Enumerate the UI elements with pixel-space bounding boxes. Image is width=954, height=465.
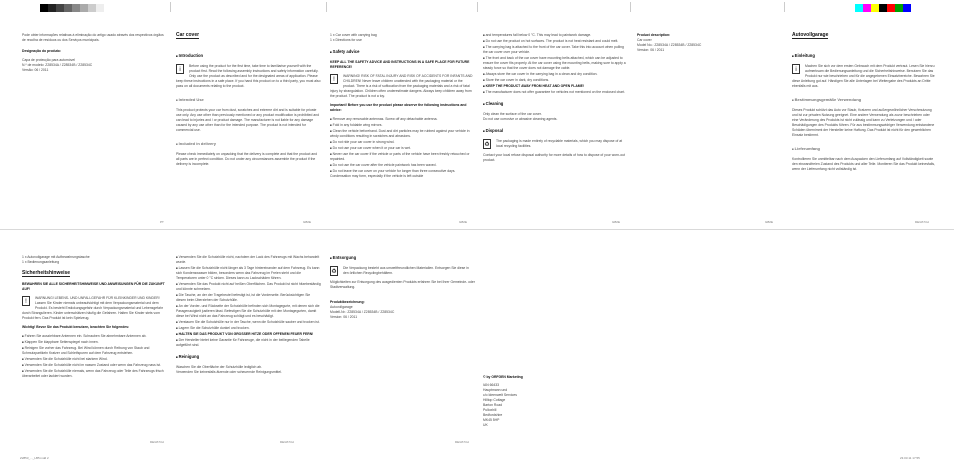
delivery-item: 1 x Autovollgarage mit Aufbewahrungstasche <box>22 255 90 259</box>
address-line: c/o Ideenwelt Services <box>483 393 517 397</box>
print-meta-filename: Z2853_..._LB5.indd 2 <box>20 456 49 460</box>
list-item: ■ Verwenden Sie das Produkt nicht auf heißen Oberflächen. Das Produkt ist nicht hitzebeständig und könnte schmelzen. <box>176 282 321 292</box>
list-item: ■ Clean the vehicle beforehand. Dust and dirt particles may be rubbed against your vehicle in windy conditions resulting in scratches and abrasions. <box>330 129 475 139</box>
list-item: ■ Lagern Sie die Schutzhülle dunkel und trocken. <box>176 326 321 331</box>
list-item: ■ Store the car cover in dark, dry conditions. <box>483 78 628 83</box>
footer-lang: DE/AT/CH <box>280 440 294 444</box>
calibration-swatch <box>871 4 879 12</box>
section-heading-sicherheit: Sicherheitshinweise <box>22 270 71 276</box>
version: Versão: 06 / 2011 <box>22 68 49 72</box>
section-heading-verwendung: ■ Bestimmungsgemäße Verwendung <box>792 97 937 103</box>
designation-title: Designação do produto: <box>22 49 61 53</box>
list-item: ■ The manufacturer does not offer guarantee for vehicles not mentioned on the enclosed chart. <box>483 90 628 95</box>
grayscale-calibration-strip <box>40 0 104 18</box>
sheet-divider <box>0 229 954 230</box>
footer-lang: DE/AT/CH <box>150 440 164 444</box>
address-line: Barton Road <box>483 403 503 407</box>
delivery-item: 1 x Directions for use <box>330 38 362 42</box>
list-item: ■ Der Hersteller bietet keine Garantie für Fahrzeuge, die nicht in der beiliegenden Tabelle aufgeführt sind. <box>176 338 321 348</box>
list-item: ■ Do not leave the car cover on your vehicle for longer than three consecutive days. Condensation may form, especially if the vehicle is left outside <box>330 169 475 179</box>
footer-lang: GB/IE <box>303 220 312 224</box>
disposal-text-pt: Pode obter informações relativas à eliminação do artigo usado através dos respectivos órgãos de recolha de resíduos ou dos Serviços municipais. <box>22 33 164 42</box>
product-name: Autovollgarage <box>330 305 353 309</box>
disposal-text: Die Verpackung besteht aus umweltfreundlichen Materialien. Entsorgen Sie diese in den örtlichen Recyclingbehältern. <box>343 266 469 275</box>
lieferumfang-text: Kontrollieren Sie unmittelbar nach dem Auspacken den Lieferumfang auf Vollständigkeit sowie den einwandfreien Zustand des Produkts und aller Teile. Montieren Sie das Produkt keinesfalls, wenn der Lieferumfang nicht vollständig ist. <box>792 157 935 171</box>
page-title: Autovollgarage <box>792 32 829 38</box>
panel-de-safety <box>22 255 167 380</box>
calibration-swatch <box>88 4 96 12</box>
model-number: Modell-Nr.: Z28534A / Z28534B / Z28534C <box>330 310 395 314</box>
crop-mark <box>630 2 631 12</box>
section-heading-einleitung: ■ Einleitung <box>792 53 937 59</box>
list-item: ■ Verwenden Sie die Schutzhülle nicht bei starkem Wind. <box>22 357 167 362</box>
list-item: Verwenden Sie keinesfalls ätzende oder scheuernde Reinigungsmittel. <box>176 370 282 374</box>
calibration-swatch <box>40 4 48 12</box>
product-description-title: Product description: <box>637 33 671 37</box>
intended-use-text: This product protects your car from dust, scratches and extreme dirt and is suitable for private use only. Any use other than previously mentioned or any product modification is prohibited and can lead to injuries and / or product damage. The manufacturer is not liable for any damage caused by any use other than for the intended purpose. The product is not intended for commercial use. <box>176 108 319 132</box>
list-item: ■ Verwenden Sie die Schutzhülle nicht im nassen Zustand oder wenn das Fahrzeug nass ist. <box>22 363 167 368</box>
instruction-list <box>483 33 628 95</box>
footer-lang: DE/AT/CH <box>455 440 469 444</box>
address-line: IAN 66433 <box>483 383 500 387</box>
footer-lang: PT <box>160 220 164 224</box>
list-item: ■ Do not use the product on hot surfaces. The product is not heat resistant and could melt. <box>483 39 628 44</box>
section-heading-entsorgung: ■ Entsorgung <box>330 255 475 261</box>
list-item: ■ Never use the car cover if the vehicle or parts of the vehicle have been freshly retouched or repainted. <box>330 152 475 162</box>
panel-de-cleaning <box>176 255 321 375</box>
section-heading-reinigung: ■ Reinigung <box>176 354 321 360</box>
crop-mark <box>170 2 171 12</box>
list-item: ■ Verstauen Sie die Schutzhülle nur in der Tasche, wenn die Schutzhülle sauber und trocken ist. <box>176 320 321 325</box>
address-line: Bedfordshire <box>483 413 503 417</box>
important-note: Wichtig! Bevor Sie das Produkt benutzen, beachten Sie folgendes: <box>22 325 130 329</box>
calibration-swatch <box>887 4 895 12</box>
list-item: ■ Die Tasche, an der der Tragebeutel befestigt ist, ist die Vorderseite. Berücksichtigen Sie diesen beim Überziehen der Schutzhülle. <box>176 293 321 303</box>
calibration-swatch <box>903 4 911 12</box>
list-item: ■ Klappen Sie klappbare Seitenspiegel nach innen. <box>22 340 167 345</box>
calibration-swatch <box>863 4 871 12</box>
list-item: ■ KEEP THE PRODUCT AWAY FROM HEAT AND OPEN FLAME! <box>483 84 628 89</box>
panel-gb-product <box>637 33 782 53</box>
delivery-item: 1 x Car cover with carrying bag <box>330 33 377 37</box>
crop-mark <box>784 2 785 12</box>
panel-gb-safety <box>330 33 475 180</box>
page-title: Car cover <box>176 32 200 38</box>
calibration-swatch <box>64 4 72 12</box>
calibration-swatch <box>48 4 56 12</box>
copyright: © by ORFGEN Marketing <box>483 375 523 379</box>
list-item: Do not use corrosive or abrasive cleaning agents. <box>483 117 558 121</box>
einleitung-text: Machen Sie sich vor dem ersten Gebrauch mit dem Produkt vertraut. Lesen Sie hierzu aufmerksam die Bedienungsanleitung und die Sicherheitshinweise. Benutzen Sie das Produkt nur wie beschrieben und für die angegebenen Einsatzbereiche. Bewahren Sie diese Anleitung gut auf. Händigen Sie alle Unterlagen bei Weitergabe des Produkts an Dritte ebenfalls mit aus. <box>792 64 935 88</box>
address-line: Pulloxhill <box>483 408 497 412</box>
list-item: ■ Remove any removable antennas. Screw off any detachable antenna. <box>330 117 475 122</box>
info-icon: i <box>176 64 184 74</box>
list-item: ■ Fold in any foldable wing mirrors. <box>330 123 475 128</box>
calibration-swatch <box>879 4 887 12</box>
disposal-text-2: Möglichkeiten zur Entsorgung des ausgedienten Produkts erfahren Sie bei Ihrer Gemeinde- oder Stadtverwaltung. <box>330 280 475 289</box>
footer-lang: GB/IE <box>612 220 621 224</box>
instruction-list <box>176 255 321 348</box>
list-item: ■ Reinigen Sie vorher das Fahrzeug. Bei Wind können durch Reibung von Staub und Schmutzpartikeln Kratzer und Schleifspuren auf dem Fahrzeug entstehen. <box>22 346 167 356</box>
delivery-item: 1 x Bedienungsanleitung <box>22 260 60 264</box>
safety-intro: BEWAHREN SIE ALLE SICHERHEITSHINWEISE UND ANWEISUNGEN FÜR DIE ZUKUNFT AUF! <box>22 282 165 291</box>
list-item: ■ An der Vorder- und Rückseite der Schutzhülle befinden sich Montagegurte, mit denen sich die Passgenauigkeit justieren lässt. Befestigen Sie die Schutzhülle mit den Montagegurten, damit diese bei Wind nicht an das Fahrzeug schlägt und es beschädigt. <box>176 304 321 319</box>
recycle-icon: ♻ <box>483 139 491 149</box>
list-item: ■ Lassen Sie die Schutzhülle nicht länger als 3 Tage hintereinander auf dem Fahrzeug. Es kann sich Kondenswasser bilden, besonders wenn das Fahrzeug im Freien steht und die Temperaturen unter 0 °C sinken. Dieses kann zu Lackschäden führen. <box>176 266 321 281</box>
address-line: Hauptmann und <box>483 388 508 392</box>
designation-value: Capa de protecção para automóvel <box>22 58 75 62</box>
verwendung-text: Dieses Produkt schützt das Auto vor Staub, Kratzern und außergewöhnlicher Verschmutzung und ist zur privaten Nutzung geeignet. Eine andere Verwendung als zuvor beschrieben oder eine Veränderung des Produkts ist nicht zulässig und kann zu Verletzungen und / oder Beschädigungen des Produkts führen. Für aus bestimmungswidriger Verwendung entstandene Schäden übernimmt der Hersteller keine Haftung. Das Produkt ist nicht für den gewerblichen Einsatz bestimmt. <box>792 108 935 137</box>
calibration-swatch <box>56 4 64 12</box>
footer-lang: GB/IE <box>459 220 468 224</box>
calibration-swatch <box>911 4 919 12</box>
list-item: ■ Verwenden Sie die Schutzhülle nicht, nachdem der Lack des Fahrzeugs mit Wachs behandelt wurde. <box>176 255 321 265</box>
important-note: Important! Before you use the product please observe the following instructions and advice: <box>330 103 467 112</box>
section-heading-delivery: ■ Included in delivery <box>176 141 321 147</box>
section-heading-introduction: ■ Introduction <box>176 53 321 59</box>
panel-imprint <box>483 375 628 428</box>
panel-de-disposal <box>330 255 475 320</box>
list-item: ■ The carrying bag is attached to the front of the car cover. Take this into account when pulling the car cover over your vehicle. <box>483 45 628 55</box>
section-heading-intended-use: ■ Intended Use <box>176 97 321 103</box>
address-line: UK <box>483 423 488 427</box>
delivery-text: Please check immediately on unpacking that the delivery is complete and that the product and all parts are in perfect condition. Do not under any circumstances assemble the product if the delivery is incomplete. <box>176 152 317 166</box>
warning-icon: ! <box>22 296 30 306</box>
panel-gb-intro <box>176 33 321 171</box>
product-name: Car cover <box>637 38 652 42</box>
calibration-swatch <box>96 4 104 12</box>
calibration-swatch <box>895 4 903 12</box>
color-calibration-strip <box>855 0 919 18</box>
calibration-swatch <box>855 4 863 12</box>
crop-mark <box>477 2 478 12</box>
introduction-text: Before using the product for the first time, take time to familiarise yourself with the product first. Read the following assembly instructions and safety information carefully. Only use the product as described and for the designated areas of application. Please keep these instructions in a safe place. If you hand this product on to a third party, you must also pass on all documents relating to the product. <box>176 64 321 88</box>
calibration-swatch <box>72 4 80 12</box>
address-line: Hilltop Cottage <box>483 398 506 402</box>
list-item: ■ Do not use your car cover when it or your car is wet. <box>330 146 475 151</box>
footer-lang: DE/AT/CH <box>915 220 929 224</box>
list-item: ■ and temperatures fall below 0 °C. This may lead to paintwork damage. <box>483 33 628 38</box>
print-meta-timestamp: 23.03.11 17:55 <box>900 456 920 460</box>
section-heading-safety: ■ Safety advice <box>330 49 475 55</box>
address-line: MK45 5HP <box>483 418 500 422</box>
list-item: ■ Do not use the car cover after the vehicle paintwork has been waxed. <box>330 163 475 168</box>
warning-text: WARNUNG! LEBENS- UND UNFALLGEFAHR FÜR KLEINKINDER UND KINDER! Lassen Sie Kinder niemals unbeaufsichtigt mit dem Verpackungsmaterial und dem Produkt. Es besteht Erstickungsgefahr durch Verpackungsmaterial und Lebensgefahr durch Strangulieren. Kinder unterschätzen häufig die Gefahren. Halten Sie Kinder stets vom Produkt fern. Das Produkt ist kein Spielzeug. <box>22 296 163 320</box>
list-item: ■ The front and back of the car cover have mounting belts attached, which can be adjusted to ensure the cover fits properly. At the car cover using the mounting belts, making sure to apply a steady force so that the cover does not damage the cable. <box>483 56 628 71</box>
product-description-title: Produktbezeichnung: <box>330 300 365 304</box>
footer-lang: GB/IE <box>765 220 774 224</box>
list-item: ■ Do not ride your car cover in strong wind. <box>330 140 475 145</box>
panel-de-intro <box>792 33 937 176</box>
list-item: Waschen Sie die Oberfläche der Schutzhülle lediglich ab. <box>176 365 263 369</box>
warning-icon: ! <box>330 74 338 84</box>
list-item: ■ HALTEN SIE DAS PRODUKT VON GROSSER HITZE ODER OFFENEM FEUER FERN! <box>176 332 321 337</box>
crop-mark <box>326 2 327 12</box>
version: Version: 06 / 2011 <box>637 48 665 52</box>
instruction-list <box>22 334 167 379</box>
model-number: Model No.: Z28534A / Z28534B / Z28534C <box>637 43 702 47</box>
panel-gb-cleaning <box>483 33 628 167</box>
section-heading-lieferumfang: ■ Lieferumfang <box>792 146 937 152</box>
panel-pt <box>22 33 167 73</box>
section-heading-disposal: ■ Disposal <box>483 128 628 134</box>
recycle-icon: ♻ <box>330 266 338 276</box>
safety-intro: KEEP ALL THE SAFETY ADVICE AND INSTRUCTIONS IN A SAFE PLACE FOR FUTURE REFERENCE! <box>330 60 470 69</box>
model-number: N.º de modelo: Z28534A / Z28534B / Z28534C <box>22 63 93 67</box>
section-heading-cleaning: ■ Cleaning <box>483 101 628 107</box>
info-icon: i <box>792 64 800 74</box>
version: Version: 06 / 2011 <box>330 315 358 319</box>
list-item: Only clean the surface of the car cover. <box>483 112 542 116</box>
list-item: ■ Always store the car cover in the carrying bag in a clean and dry condition. <box>483 72 628 77</box>
disposal-text-2: Contact your local refuse disposal authority for more details of how to dispose of your worn-out product. <box>483 153 625 162</box>
calibration-swatch <box>80 4 88 12</box>
warning-text: WARNING! RISK OF FATAL INJURY AND RISK OF ACCIDENTS FOR INFANTS AND CHILDREN! Never leave children unattended with the packaging material or the product. There is a risk of suffocation from the packaging materials and a risk of fatal injury by strangulation. Children often underestimate dangers. Always keep children away from the product. The product is not a toy. <box>330 74 473 98</box>
instruction-list <box>330 117 475 179</box>
list-item: ■ Fahren Sie ausziehbare Antennen ein. Schrauben Sie abnehmbare Antennen ab. <box>22 334 167 339</box>
disposal-text: The packaging is made entirely of recyclable materials, which you may dispose of at local recycling facilities. <box>496 139 623 148</box>
list-item: ■ Verwenden Sie die Schutzhülle niemals, wenn das Fahrzeug oder Teile des Fahrzeugs frisch überarbeitet oder lackiert wurden. <box>22 369 167 379</box>
